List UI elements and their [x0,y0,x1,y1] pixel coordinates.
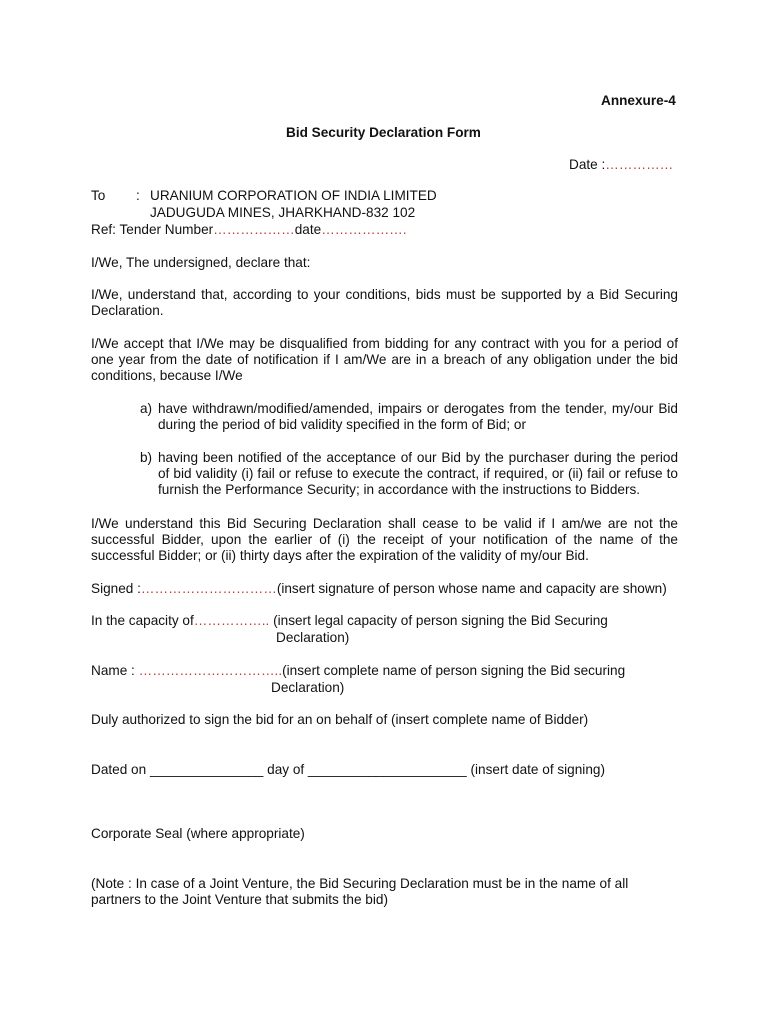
dated-on-line: Dated on _______________ day of _____________________ (insert date of signing) [91,762,605,777]
ref-date-label: date [294,222,322,237]
date-dots: …………… [605,157,674,172]
signed-note: (insert signature of person whose name and capacity are shown) [276,581,667,596]
to-colon: : [136,188,140,203]
name-line [91,663,625,679]
paragraph-accept: I/We accept that I/We may be disqualified from bidding for any contract with you for a period of one year from the date of notification if I am/We are in a breach of any obligation under the bid conditions, because I/We [91,336,678,383]
item-a-text: have withdrawn/modified/amended, impairs or derogates from the tender, my/our Bid during the period of bid validity specified in the form of Bid; or [158,401,678,432]
capacity-label: In the capacity of [91,613,194,628]
date-label: Date : [569,157,606,172]
ref-label: Ref: Tender Number [91,222,214,237]
ref-line [91,222,407,238]
name-dots: ………………………….. [138,663,283,678]
name-note-continued: Declaration) [271,680,345,695]
name-label: Name : [91,663,135,678]
authorized-line: Duly authorized to sign the bid for an on behalf of (insert complete name of Bidder) [91,712,589,727]
name-note: (insert complete name of person signing the Bid securing [282,663,626,678]
paragraph-cease: I/We understand this Bid Securing Declaration shall cease to be valid if I am/we are not the successful Bidder, upon the earlier of (i) the receipt of your notification of the name of the successful Bidder; or (ii) thirty days after the expiration of the validity of my/our Bid. [91,516,678,563]
item-b-text: having been notified of the acceptance of our Bid by the purchaser during the period of bid validity (i) fail or refuse to execute the contract, if required, or (ii) fail or refuse to furnish the Performance Security; in accordance with the instructions to Bidders. [158,450,678,497]
capacity-dots: …………….. [193,613,270,628]
item-a-marker: a) [140,401,153,416]
item-b-marker: b) [140,450,153,465]
date-field [569,157,673,173]
joint-venture-note-2: partners to the Joint Venture that submits the bid) [91,892,388,907]
address-line-1: URANIUM CORPORATION OF INDIA LIMITED [150,188,437,203]
signed-dots: ………………………… [140,581,277,596]
signed-label: Signed : [91,581,141,596]
capacity-note-continued: Declaration) [276,630,350,645]
form-title: Bid Security Declaration Form [286,125,481,140]
to-label: To [91,188,106,203]
address-line-2: JADUGUDA MINES, JHARKHAND-832 102 [150,205,416,220]
tender-number-dots: ……………… [213,222,295,237]
joint-venture-note-1: (Note : In case of a Joint Venture, the Bid Securing Declaration must be in the name of all [91,876,629,891]
corporate-seal-line: Corporate Seal (where appropriate) [91,826,305,841]
signed-line [91,581,667,597]
capacity-note: (insert legal capacity of person signing the Bid Securing [273,613,608,628]
annexure-label: Annexure-4 [601,93,676,108]
ref-date-dots: ………………. [321,222,407,237]
paragraph-understand: I/We, understand that, according to your conditions, bids must be supported by a Bid Securing Declaration. [91,287,678,318]
capacity-line [91,613,608,629]
paragraph-undersigned: I/We, The undersigned, declare that: [91,255,311,270]
